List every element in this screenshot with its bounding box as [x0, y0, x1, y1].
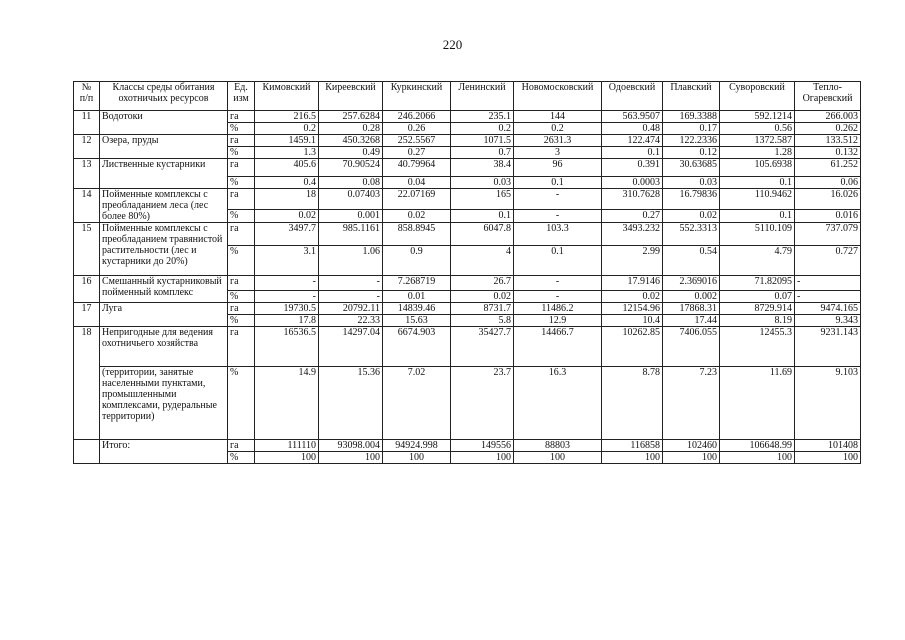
value-ga: 737.079	[795, 223, 861, 246]
table-row	[74, 276, 861, 291]
value-ga: 235.1	[451, 111, 514, 123]
value-ga: 17868.31	[663, 303, 720, 315]
value-ga: 563.9507	[602, 111, 663, 123]
value-ga: 105.6938	[720, 159, 795, 177]
row-number: 16	[74, 276, 100, 303]
row-class-name: Смешанный кустарниковый пойменный комплекс	[100, 276, 228, 303]
value-ga: 26.7	[451, 276, 514, 291]
value-pct: 12.9	[514, 315, 602, 327]
table-row	[74, 135, 861, 147]
table-row	[74, 367, 861, 440]
value-ga: 169.3388	[663, 111, 720, 123]
row-number: 13	[74, 159, 100, 189]
value-pct: 100	[451, 452, 514, 464]
value-pct: 2.99	[602, 246, 663, 276]
value-ga: 5110.109	[720, 223, 795, 246]
value-pct: 0.03	[663, 177, 720, 189]
value-ga: 12455.3	[720, 327, 795, 367]
value-ga: 19730.5	[255, 303, 319, 315]
table-row	[74, 111, 861, 123]
row-number: 18	[74, 327, 100, 440]
row-class-note: (территории, занятые населенными пунктами, промышленными комплексами, рудеральные территории)	[100, 367, 228, 440]
value-ga: 133.512	[795, 135, 861, 147]
value-ga: 71.82095	[720, 276, 795, 291]
row-number: 11	[74, 111, 100, 135]
value-ga: 0.391	[602, 159, 663, 177]
value-pct: 0.02	[663, 209, 720, 222]
value-ga: 101408	[795, 440, 861, 452]
unit-ga: га	[228, 440, 255, 452]
row-number: 15	[74, 223, 100, 276]
value-pct: 0.016	[795, 209, 861, 222]
header-district: Ленинский	[451, 82, 514, 111]
page-number: 220	[442, 37, 463, 52]
value-pct: 0.1	[720, 177, 795, 189]
header-district: Одоевский	[602, 82, 663, 111]
value-ga: 20792.11	[319, 303, 383, 315]
unit-pct: %	[228, 246, 255, 276]
value-pct: 1.28	[720, 147, 795, 159]
value-ga: 1372.587	[720, 135, 795, 147]
row-class-name: Пойменные комплексы с преобладанием леса (лес более 80%)	[100, 189, 228, 223]
value-ga: 257.6284	[319, 111, 383, 123]
row-number: 17	[74, 303, 100, 327]
value-pct: 15.36	[319, 367, 383, 440]
value-ga: 111110	[255, 440, 319, 452]
value-pct: 100	[255, 452, 319, 464]
value-ga: 552.3313	[663, 223, 720, 246]
value-pct: 14.9	[255, 367, 319, 440]
value-pct: 7.23	[663, 367, 720, 440]
value-ga: 88803	[514, 440, 602, 452]
value-ga: 18	[255, 189, 319, 210]
value-ga: 102460	[663, 440, 720, 452]
value-ga: 7.268719	[383, 276, 451, 291]
value-ga: 310.7628	[602, 189, 663, 210]
value-pct: 0.01	[383, 291, 451, 303]
value-pct: 0.0003	[602, 177, 663, 189]
value-pct: 8.19	[720, 315, 795, 327]
value-ga: 22.07169	[383, 189, 451, 210]
value-ga: -	[795, 276, 861, 291]
value-ga: 450.3268	[319, 135, 383, 147]
value-pct: 0.12	[663, 147, 720, 159]
value-ga: 3493.232	[602, 223, 663, 246]
value-ga: 8729.914	[720, 303, 795, 315]
value-ga: 7406.055	[663, 327, 720, 367]
row-number: 14	[74, 189, 100, 223]
value-pct: 8.78	[602, 367, 663, 440]
value-ga: 9474.165	[795, 303, 861, 315]
value-ga: 10262.85	[602, 327, 663, 367]
value-ga: 858.8945	[383, 223, 451, 246]
value-ga: 16.026	[795, 189, 861, 210]
value-ga: -	[255, 276, 319, 291]
table-row	[74, 159, 861, 177]
value-pct: 17.44	[663, 315, 720, 327]
unit-ga: га	[228, 159, 255, 177]
header-no: № п/п	[74, 82, 100, 111]
unit-pct: %	[228, 209, 255, 222]
value-pct: 11.69	[720, 367, 795, 440]
value-pct: 0.02	[255, 209, 319, 222]
value-pct: 0.001	[319, 209, 383, 222]
value-ga: 8731.7	[451, 303, 514, 315]
value-pct: 100	[795, 452, 861, 464]
value-pct: 1.06	[319, 246, 383, 276]
value-ga: 2631.3	[514, 135, 602, 147]
value-ga: 38.4	[451, 159, 514, 177]
unit-ga: га	[228, 111, 255, 123]
value-ga: 61.252	[795, 159, 861, 177]
value-pct: 0.06	[795, 177, 861, 189]
value-pct: 0.27	[602, 209, 663, 222]
value-ga: 122.474	[602, 135, 663, 147]
value-pct: 15.63	[383, 315, 451, 327]
value-ga: 110.9462	[720, 189, 795, 210]
unit-ga: га	[228, 303, 255, 315]
value-pct: 3.1	[255, 246, 319, 276]
unit-pct: %	[228, 147, 255, 159]
unit-ga: га	[228, 189, 255, 210]
header-district: Кимовский	[255, 82, 319, 111]
value-ga: 405.6	[255, 159, 319, 177]
table-row	[74, 327, 861, 367]
unit-pct: %	[228, 367, 255, 440]
value-pct: 0.1	[720, 209, 795, 222]
value-pct: 1.3	[255, 147, 319, 159]
value-ga: 6047.8	[451, 223, 514, 246]
row-class-name: Пойменные комплексы с преобладанием травянистой растительности (лес и кустарники до 20%)	[100, 223, 228, 276]
value-ga: 266.003	[795, 111, 861, 123]
value-ga: 106648.99	[720, 440, 795, 452]
value-pct: 0.002	[663, 291, 720, 303]
value-pct: 10.4	[602, 315, 663, 327]
table-row	[74, 189, 861, 210]
value-ga: 17.9146	[602, 276, 663, 291]
value-pct: 0.54	[663, 246, 720, 276]
value-ga: 149556	[451, 440, 514, 452]
unit-pct: %	[228, 315, 255, 327]
value-pct: 5.8	[451, 315, 514, 327]
value-ga: 1071.5	[451, 135, 514, 147]
value-pct: 0.08	[319, 177, 383, 189]
row-class-name: Водотоки	[100, 111, 228, 135]
value-pct: 7.02	[383, 367, 451, 440]
value-ga: 2.369016	[663, 276, 720, 291]
value-ga: 116858	[602, 440, 663, 452]
row-class-name: Итого:	[100, 440, 228, 464]
value-pct: -	[319, 291, 383, 303]
value-pct: 0.49	[319, 147, 383, 159]
value-ga: 165	[451, 189, 514, 210]
value-pct: 4.79	[720, 246, 795, 276]
value-pct: 0.04	[383, 177, 451, 189]
value-pct: -	[255, 291, 319, 303]
value-pct: 0.27	[383, 147, 451, 159]
value-ga: 35427.7	[451, 327, 514, 367]
unit-ga: га	[228, 327, 255, 367]
value-pct: 100	[319, 452, 383, 464]
value-pct: 0.1	[451, 209, 514, 222]
value-ga: 216.5	[255, 111, 319, 123]
value-pct: 4	[451, 246, 514, 276]
header-class: Классы среды обитания охотничьих ресурсов	[100, 82, 228, 111]
value-pct: 0.28	[319, 123, 383, 135]
value-pct: 0.262	[795, 123, 861, 135]
value-pct: 0.9	[383, 246, 451, 276]
value-pct: 0.1	[514, 177, 602, 189]
value-ga: 0.07403	[319, 189, 383, 210]
value-ga: 30.63685	[663, 159, 720, 177]
value-pct: 0.03	[451, 177, 514, 189]
header-district: Куркинский	[383, 82, 451, 111]
value-pct: 100	[514, 452, 602, 464]
value-ga: 9231.143	[795, 327, 861, 367]
value-ga: 3497.7	[255, 223, 319, 246]
value-pct: 0.1	[514, 246, 602, 276]
value-pct: 100	[602, 452, 663, 464]
value-pct: 100	[720, 452, 795, 464]
value-pct: 100	[663, 452, 720, 464]
value-pct: 17.8	[255, 315, 319, 327]
value-ga: -	[319, 276, 383, 291]
value-pct: 0.4	[255, 177, 319, 189]
value-pct: 0.7	[451, 147, 514, 159]
row-class-name: Непригодные для ведения охотничьего хозяйства	[100, 327, 228, 367]
unit-ga: га	[228, 135, 255, 147]
row-number	[74, 440, 100, 464]
value-ga: 11486.2	[514, 303, 602, 315]
value-pct: -	[795, 291, 861, 303]
table-row	[74, 303, 861, 315]
unit-pct: %	[228, 452, 255, 464]
value-pct: 100	[383, 452, 451, 464]
value-pct: -	[514, 291, 602, 303]
header-district: Киреевский	[319, 82, 383, 111]
value-ga: 12154.96	[602, 303, 663, 315]
value-pct: 0.02	[602, 291, 663, 303]
row-class-name: Луга	[100, 303, 228, 327]
value-ga: 144	[514, 111, 602, 123]
value-pct: 0.2	[451, 123, 514, 135]
value-ga: 252.5567	[383, 135, 451, 147]
value-pct: 22.33	[319, 315, 383, 327]
row-class-name: Озера, пруды	[100, 135, 228, 159]
value-pct: 0.2	[255, 123, 319, 135]
unit-pct: %	[228, 177, 255, 189]
value-ga: 94924.998	[383, 440, 451, 452]
value-ga: -	[514, 276, 602, 291]
value-ga: 103.3	[514, 223, 602, 246]
value-pct: 0.1	[602, 147, 663, 159]
table-row	[74, 440, 861, 452]
value-pct: -	[514, 209, 602, 222]
value-ga: 16.79836	[663, 189, 720, 210]
value-pct: 0.02	[383, 209, 451, 222]
value-ga: 16536.5	[255, 327, 319, 367]
value-pct: 16.3	[514, 367, 602, 440]
value-ga: 93098.004	[319, 440, 383, 452]
value-ga: 14839.46	[383, 303, 451, 315]
value-ga: 246.2066	[383, 111, 451, 123]
value-pct: 23.7	[451, 367, 514, 440]
header-district: Новомосковский	[514, 82, 602, 111]
value-ga: 985.1161	[319, 223, 383, 246]
header-district: Тепло- Огаревский	[795, 82, 861, 111]
value-pct: 3	[514, 147, 602, 159]
unit-pct: %	[228, 291, 255, 303]
value-ga: 70.90524	[319, 159, 383, 177]
value-pct: 0.26	[383, 123, 451, 135]
value-pct: 0.07	[720, 291, 795, 303]
row-class-name: Лиственные кустарники	[100, 159, 228, 189]
value-pct: 9.343	[795, 315, 861, 327]
value-pct: 0.2	[514, 123, 602, 135]
value-ga: 1459.1	[255, 135, 319, 147]
value-pct: 0.17	[663, 123, 720, 135]
value-pct: 0.56	[720, 123, 795, 135]
value-pct: 0.727	[795, 246, 861, 276]
unit-pct: %	[228, 123, 255, 135]
habitat-table	[73, 81, 861, 464]
header-district: Суворовский	[720, 82, 795, 111]
value-pct: 0.132	[795, 147, 861, 159]
row-number: 12	[74, 135, 100, 159]
value-ga: 6674.903	[383, 327, 451, 367]
value-ga: 592.1214	[720, 111, 795, 123]
value-pct: 0.48	[602, 123, 663, 135]
value-pct: 9.103	[795, 367, 861, 440]
table-row	[74, 223, 861, 246]
value-ga: 14297.04	[319, 327, 383, 367]
value-pct: 0.02	[451, 291, 514, 303]
unit-ga: га	[228, 276, 255, 291]
unit-ga: га	[228, 223, 255, 246]
value-ga: 96	[514, 159, 602, 177]
header-district: Плавский	[663, 82, 720, 111]
header-unit: Ед. изм	[228, 82, 255, 111]
value-ga: 14466.7	[514, 327, 602, 367]
value-ga: -	[514, 189, 602, 210]
value-ga: 122.2336	[663, 135, 720, 147]
value-ga: 40.79964	[383, 159, 451, 177]
header-row	[74, 82, 861, 111]
